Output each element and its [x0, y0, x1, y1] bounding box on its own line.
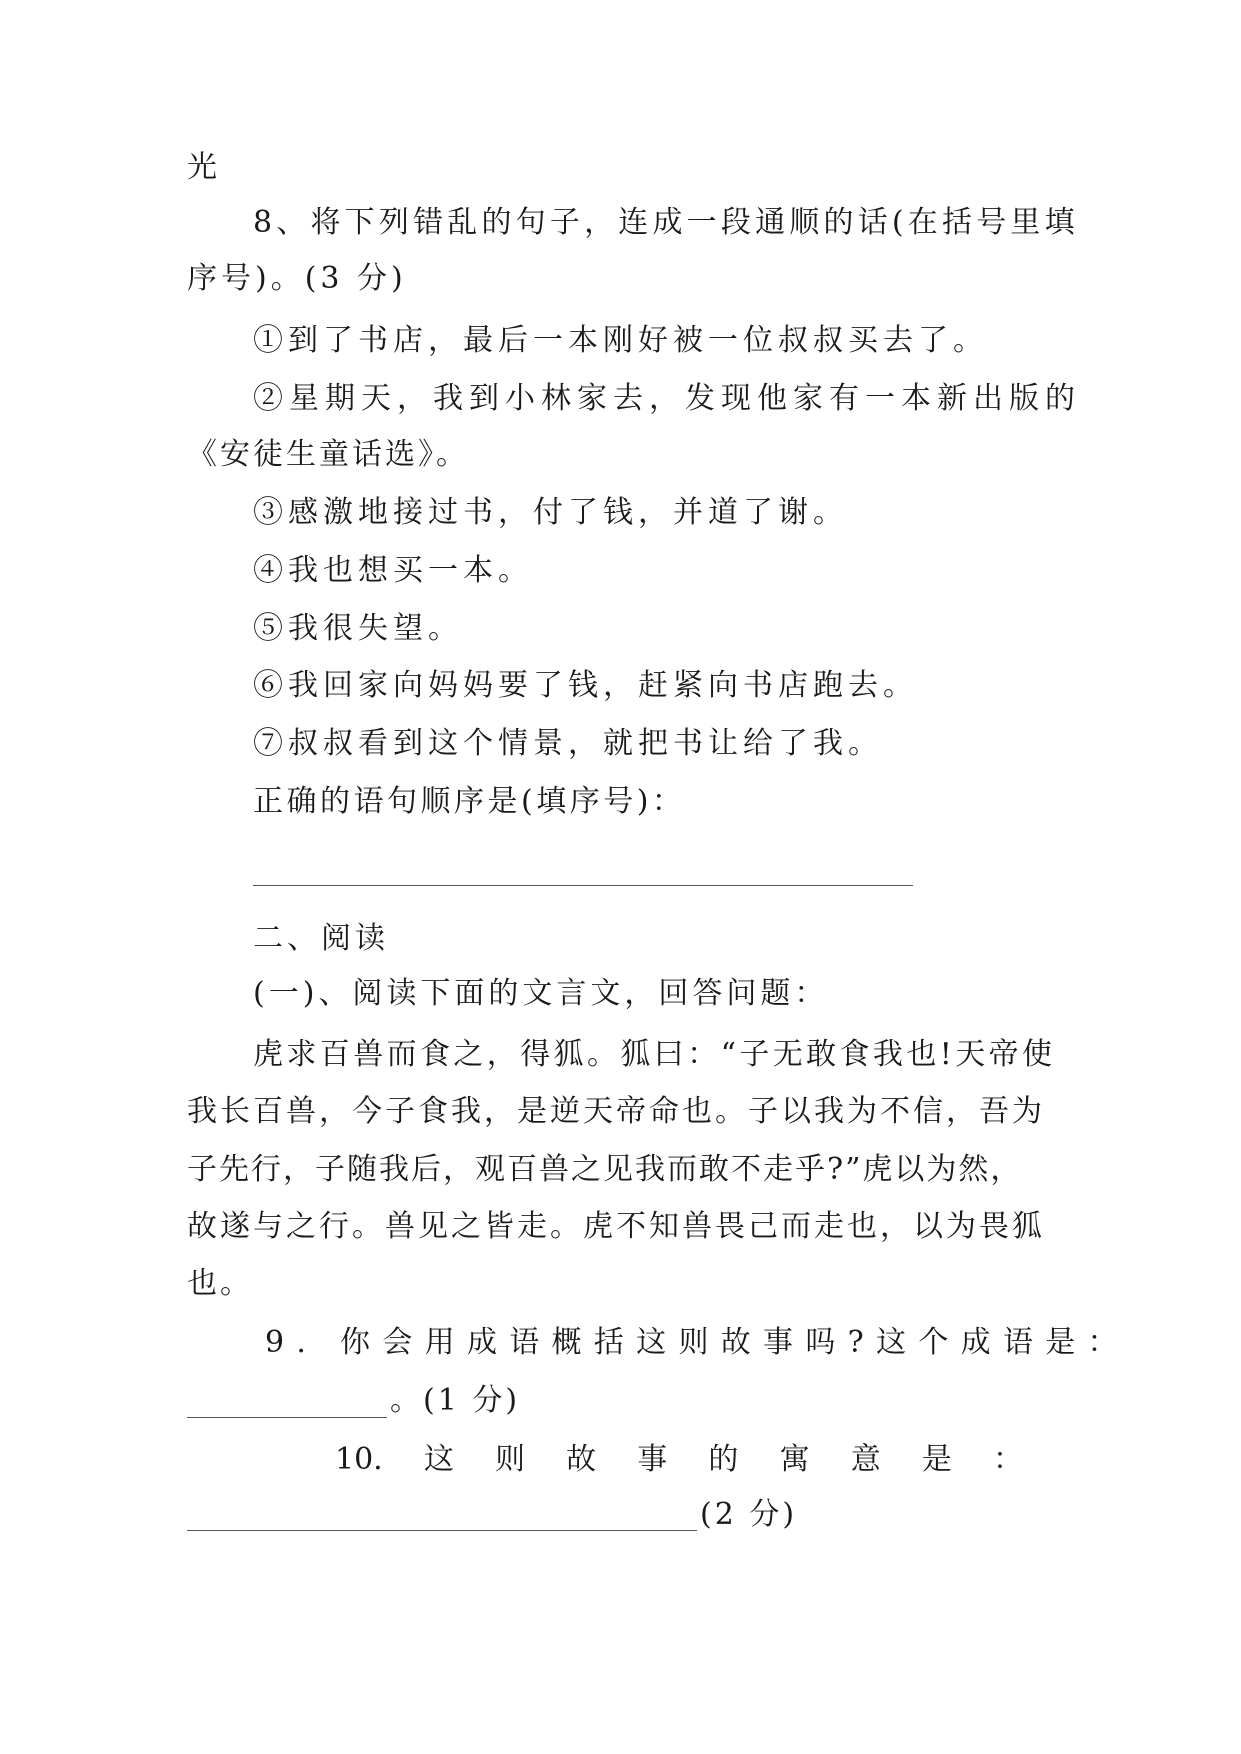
question-10-number: 10. — [335, 1442, 383, 1477]
question-9-answer-blank[interactable] — [187, 1417, 387, 1418]
question-10-char: 则 — [495, 1442, 525, 1477]
question-10-char: 是 — [921, 1442, 952, 1477]
classical-text-line: 子先行，子随我后，观百兽之见我而敢不走乎?”虎以为然， — [187, 1152, 1023, 1187]
question-10-char: 这 — [423, 1442, 454, 1477]
question-8-prompt-cont: 序号)。(3 分) — [187, 261, 407, 296]
sentence-4: ④我也想买一本。 — [253, 553, 533, 588]
question-10-char: 的 — [708, 1442, 739, 1477]
classical-text-line: 虎求百兽而食之，得狐。狐曰：“子无敢食我也!天帝使 — [253, 1037, 1056, 1072]
question-10-answer-blank[interactable] — [187, 1530, 697, 1531]
question-9-prompt: 9. 你会用成语概括这则故事吗?这个成语是： — [265, 1325, 1130, 1360]
classical-text-line: 故遂与之行。兽见之皆走。虎不知兽畏己而走也，以为畏狐 — [187, 1209, 1045, 1244]
classical-text-line: 也。 — [187, 1266, 253, 1301]
sentence-1: ①到了书店，最后一本刚好被一位叔叔买去了。 — [253, 323, 988, 358]
question-10-score: (2 分) — [700, 1497, 798, 1532]
answer-order-blank[interactable] — [253, 885, 913, 886]
question-10-prompt — [335, 1440, 1023, 1480]
text-line: 光 — [187, 150, 220, 185]
question-10-char: 寓 — [779, 1442, 810, 1477]
subsection-heading: (一)、阅读下面的文言文，回答问题： — [253, 976, 829, 1011]
section-reading-heading: 二、阅读 — [253, 921, 389, 956]
question-10-char: 事 — [637, 1442, 668, 1477]
answer-order-label: 正确的语句顺序是(填序号)： — [253, 784, 686, 819]
sentence-3: ③感激地接过书，付了钱，并道了谢。 — [253, 495, 848, 530]
sentence-5: ⑤我很失望。 — [253, 611, 463, 646]
question-8-prompt: 8、将下列错乱的句子，连成一段通顺的话(在括号里填 — [253, 205, 1079, 240]
question-9-score: 。(1 分) — [390, 1383, 521, 1418]
sentence-2: ②星期天，我到小林家去，发现他家有一本新出版的 — [253, 381, 1081, 416]
sentence-6: ⑥我回家向妈妈要了钱，赶紧向书店跑去。 — [253, 668, 918, 703]
question-10-char: 意 — [850, 1442, 881, 1477]
classical-text-line: 我长百兽，今子食我，是逆天帝命也。子以我为不信，吾为 — [187, 1094, 1045, 1129]
sentence-7: ⑦叔叔看到这个情景，就把书让给了我。 — [253, 726, 883, 761]
sentence-2-cont: 《安徒生童话选》。 — [187, 437, 469, 472]
question-10-char: ： — [992, 1442, 1023, 1477]
question-10-char: 故 — [566, 1442, 597, 1477]
